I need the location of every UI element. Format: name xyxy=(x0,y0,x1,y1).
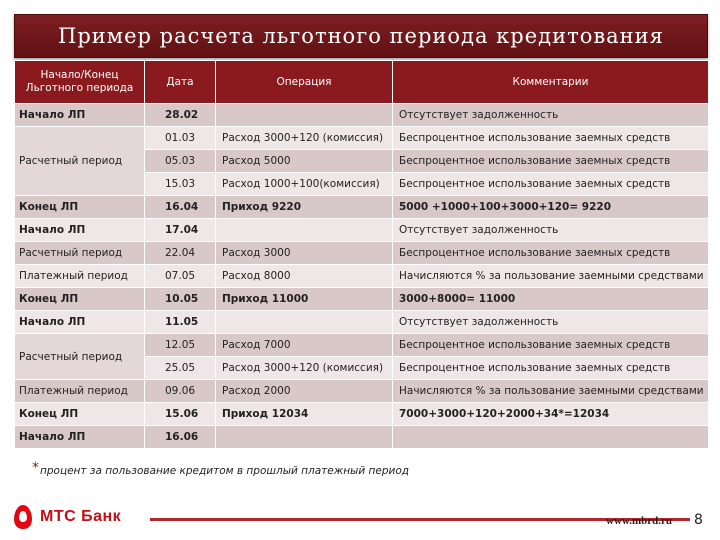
cell-period: Начало ЛП xyxy=(15,311,145,334)
cell-operation: Приход 11000 xyxy=(216,288,393,311)
cell-comment: Беспроцентное использование заемных средств xyxy=(393,334,709,357)
cell-comment: Отсутствует задолженность xyxy=(393,219,709,242)
cell-date: 15.03 xyxy=(145,173,216,196)
cell-date: 16.06 xyxy=(145,426,216,449)
cell-period: Начало ЛП xyxy=(15,104,145,127)
cell-period: Начало ЛП xyxy=(15,219,145,242)
cell-operation xyxy=(216,311,393,334)
cell-date: 22.04 xyxy=(145,242,216,265)
cell-operation: Расход 8000 xyxy=(216,265,393,288)
mts-egg-icon xyxy=(14,505,32,529)
cell-period: Конец ЛП xyxy=(15,196,145,219)
header-operation: Операция xyxy=(216,61,393,104)
cell-comment: Начисляются % за пользование заемными средствами xyxy=(393,265,709,288)
cell-comment: Беспроцентное использование заемных средств xyxy=(393,173,709,196)
cell-comment: Отсутствует задолженность xyxy=(393,311,709,334)
page-number: 8 xyxy=(694,512,703,528)
table-row xyxy=(15,265,709,288)
table-header-row xyxy=(15,61,709,104)
cell-comment: Беспроцентное использование заемных средств xyxy=(393,357,709,380)
title-bar xyxy=(14,14,708,58)
cell-period: Конец ЛП xyxy=(15,288,145,311)
cell-date: 16.04 xyxy=(145,196,216,219)
site-url: www.mbrd.ru xyxy=(606,515,673,527)
table-row xyxy=(15,219,709,242)
cell-date: 17.04 xyxy=(145,219,216,242)
cell-operation xyxy=(216,426,393,449)
table-row xyxy=(15,104,709,127)
cell-operation: Расход 3000 xyxy=(216,242,393,265)
cell-date: 12.05 xyxy=(145,334,216,357)
table-row xyxy=(15,311,709,334)
cell-period: Платежный период xyxy=(15,380,145,403)
cell-date: 07.05 xyxy=(145,265,216,288)
table-row xyxy=(15,127,709,150)
cell-date: 15.06 xyxy=(145,403,216,426)
table-row xyxy=(15,196,709,219)
footnote-mark: * xyxy=(32,460,39,476)
cell-operation xyxy=(216,219,393,242)
cell-operation: Расход 5000 xyxy=(216,150,393,173)
cell-period: Начало ЛП xyxy=(15,426,145,449)
cell-comment: Беспроцентное использование заемных средств xyxy=(393,242,709,265)
cell-date: 01.03 xyxy=(145,127,216,150)
cell-comment: Начисляются % за пользование заемными средствами xyxy=(393,380,709,403)
table-row xyxy=(15,242,709,265)
cell-operation: Приход 9220 xyxy=(216,196,393,219)
cell-date: 05.03 xyxy=(145,150,216,173)
header-date: Дата xyxy=(145,61,216,104)
cell-comment: 5000 +1000+100+3000+120= 9220 xyxy=(393,196,709,219)
cell-comment: Беспроцентное использование заемных средств xyxy=(393,127,709,150)
cell-operation: Расход 3000+120 (комиссия) xyxy=(216,357,393,380)
cell-period: Расчетный период xyxy=(15,334,145,380)
cell-date: 28.02 xyxy=(145,104,216,127)
cell-operation: Приход 12034 xyxy=(216,403,393,426)
cell-operation: Расход 2000 xyxy=(216,380,393,403)
cell-operation: Расход 7000 xyxy=(216,334,393,357)
mts-bank-logo xyxy=(14,502,121,532)
cell-date: 11.05 xyxy=(145,311,216,334)
cell-period: Конец ЛП xyxy=(15,403,145,426)
cell-date: 09.06 xyxy=(145,380,216,403)
cell-date: 10.05 xyxy=(145,288,216,311)
cell-operation xyxy=(216,104,393,127)
cell-period: Расчетный период xyxy=(15,127,145,196)
table-row xyxy=(15,403,709,426)
cell-comment: Отсутствует задолженность xyxy=(393,104,709,127)
grace-period-table xyxy=(14,60,709,449)
logo-text: МТС Банк xyxy=(40,508,122,525)
cell-period: Платежный период xyxy=(15,265,145,288)
cell-comment xyxy=(393,426,709,449)
header-comment: Комментарии xyxy=(393,61,709,104)
table-row xyxy=(15,334,709,357)
cell-operation: Расход 1000+100(комиссия) xyxy=(216,173,393,196)
table-row xyxy=(15,426,709,449)
table-row xyxy=(15,380,709,403)
table-row xyxy=(15,288,709,311)
cell-comment: 3000+8000= 11000 xyxy=(393,288,709,311)
cell-date: 25.05 xyxy=(145,357,216,380)
page-title: Пример расчета льготного периода кредитования xyxy=(58,24,664,48)
header-period: Начало/Конец Льготного периода xyxy=(15,61,145,104)
footnote xyxy=(32,462,409,478)
cell-period: Расчетный период xyxy=(15,242,145,265)
cell-comment: 7000+3000+120+2000+34*=12034 xyxy=(393,403,709,426)
cell-operation: Расход 3000+120 (комиссия) xyxy=(216,127,393,150)
footnote-text: процент за пользование кредитом в прошлый платежный период xyxy=(40,465,410,477)
cell-comment: Беспроцентное использование заемных средств xyxy=(393,150,709,173)
